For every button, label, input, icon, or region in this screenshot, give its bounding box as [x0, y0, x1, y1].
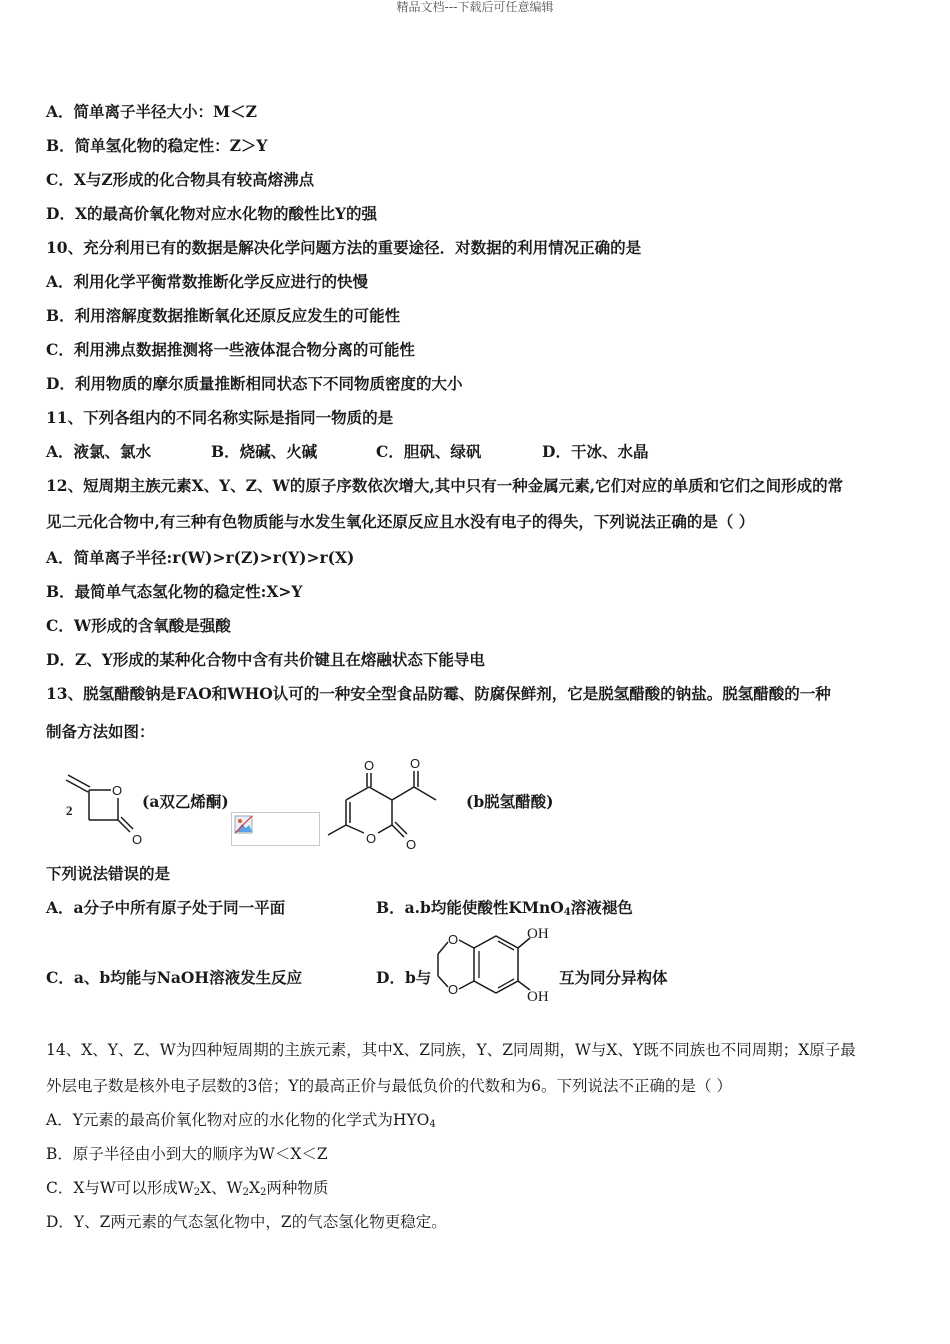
q13-option-a: A．a分子中所有原子处于同一平面 — [46, 898, 286, 917]
q13-stem-line1: 13、脱氢醋酸钠是FAO和WHO认可的一种安全型食品防霉、防腐保鲜剂，它是脱氢醋酸的钠盐。脱氢醋酸的一种 — [46, 684, 831, 703]
benzodioxane-diol-structure — [434, 924, 558, 1004]
q9-option-a: A．简单离子半径大小：M＜Z — [46, 102, 257, 121]
q14-option-c: C．X与W可以形成$W_2X$、$W_2X_2$两种物质 — [46, 1179, 329, 1198]
ring-oxygen-b: O — [366, 831, 377, 846]
q12-option-b: B．最简单气态氢化物的稳定性:X>Y — [46, 582, 303, 601]
carbonyl-oxygen: O — [132, 832, 143, 847]
q12-option-a: A．简单离子半径:r(W)>r(Z)>r(Y)>r(X) — [46, 548, 355, 567]
q11-option-b: B．烧碱、火碱 — [211, 442, 318, 461]
q12-stem-line2: 见二元化合物中,有三种有色物质能与水发生氧化还原反应且水没有电子的得失，下列说法正确的是（ ） — [46, 512, 755, 531]
q11-option-a: A．液氯、氯水 — [46, 442, 152, 461]
hydroxyl-bottom: OH — [527, 989, 549, 1004]
acetyl-oxygen: O — [410, 756, 421, 771]
q9-option-d: D．X的最高价氧化物对应水化物的酸性比Y的强 — [46, 204, 378, 223]
q14-option-b: B．原子半径由小到大的顺序为W＜X＜Z — [46, 1145, 328, 1163]
q11-stem: 11、下列各组内的不同名称实际是指同一物质的是 — [46, 408, 394, 427]
diketene-structure — [58, 770, 148, 850]
q13-stem-line2: 制备方法如图： — [46, 722, 155, 741]
dioxane-oxygen-top: O — [448, 932, 459, 947]
broken-image-placeholder — [231, 812, 320, 846]
q11-option-c: C．胆矾、绿矾 — [376, 442, 482, 461]
lactone-oxygen: O — [406, 837, 417, 852]
dehydroacetic-acid-structure — [318, 755, 448, 855]
ketone-oxygen: O — [364, 758, 375, 773]
q13-option-d-prefix: D．b与 — [376, 968, 432, 987]
q14-stem-line2: 外层电子数是核外电子层数的3倍；Y的最高正价与最低负价的代数和为6。下列说法不正确的是（ ） — [46, 1077, 732, 1095]
hydroxyl-top: OH — [527, 926, 549, 942]
q10-option-a: A．利用化学平衡常数推断化学反应进行的快慢 — [46, 272, 369, 291]
q10-option-b: B．利用溶解度数据推断氧化还原反应发生的可能性 — [46, 306, 401, 325]
q12-stem-line1: 12、短周期主族元素X、Y、Z、W的原子序数依次增大,其中只有一种金属元素,它们对应的单质和它们之间形成的常 — [46, 476, 844, 495]
q9-option-c: C．X与Z形成的化合物具有较高熔沸点 — [46, 170, 315, 189]
q13-option-b: B．a.b均能使酸性KMnO$_4$溶液褪色 — [376, 898, 633, 918]
q9-option-b: B．简单氢化物的稳定性：Z＞Y — [46, 136, 268, 155]
dioxane-oxygen-bottom: O — [448, 982, 459, 997]
q13-option-d-suffix: 互为同分异构体 — [559, 968, 668, 987]
q14-option-a: A．Y元素的最高价氧化物对应的水化物的化学式为$HYO_4$ — [46, 1111, 436, 1130]
q14-stem-line1: 14、X、Y、Z、W为四种短周期的主族元素，其中X、Z同族，Y、Z同周期，W与X、Y既不同族也不同周期；X原子最 — [46, 1041, 856, 1059]
coefficient-2: 2 — [66, 803, 73, 818]
q12-option-c: C．W形成的含氧酸是强酸 — [46, 616, 231, 635]
q11-option-d: D．干冰、水晶 — [542, 442, 649, 461]
label-diketene: (a双乙烯酮) — [142, 792, 229, 811]
q13-ask: 下列说法错误的是 — [46, 864, 171, 883]
broken-image-icon — [234, 815, 254, 835]
q10-option-d: D．利用物质的摩尔质量推断相同状态下不同物质密度的大小 — [46, 374, 463, 393]
q13-option-c: C．a、b均能与NaOH溶液发生反应 — [46, 968, 303, 987]
q14-option-d: D．Y、Z两元素的气态氢化物中，Z的气态氢化物更稳定。 — [46, 1213, 447, 1231]
q10-stem: 10、充分利用已有的数据是解决化学问题方法的重要途径．对数据的利用情况正确的是 — [46, 238, 642, 257]
q12-option-d: D．Z、Y形成的某种化合物中含有共价键且在熔融状态下能导电 — [46, 650, 485, 669]
page-header: 精品文档---下载后可任意编辑 — [396, 0, 554, 14]
q10-option-c: C．利用沸点数据推测将一些液体混合物分离的可能性 — [46, 340, 415, 359]
label-dehydroacetic-acid: (b脱氢醋酸) — [466, 792, 554, 811]
ring-oxygen: O — [112, 783, 123, 798]
